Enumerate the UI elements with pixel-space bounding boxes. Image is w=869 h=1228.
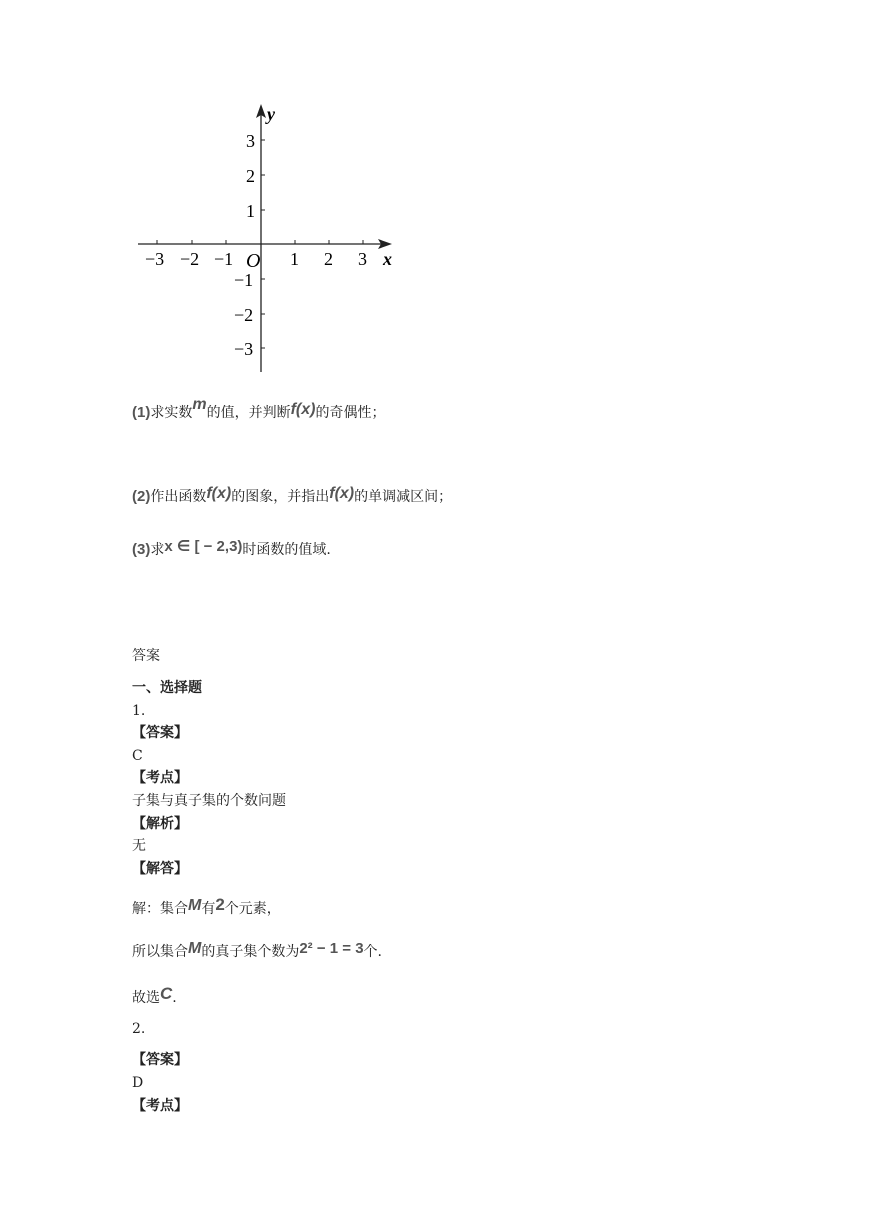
question-3 (132, 538, 331, 559)
math-symbol: x ∈ [ − 2,3) (164, 538, 243, 555)
q1-solution-line-1 (132, 895, 281, 918)
question-text: 的奇偶性； (315, 405, 386, 421)
y-tick-label: −2 (234, 305, 254, 325)
math-symbol: C (160, 984, 173, 1003)
solution-text: 解：集合 (132, 901, 188, 917)
question-text: 时函数的值域. (242, 542, 331, 558)
y-axis-label: y (267, 104, 275, 124)
question-1 (132, 396, 386, 422)
y-tick-label: −3 (234, 339, 254, 359)
q1-analysis: 无 (132, 838, 146, 854)
y-tick-label: 3 (246, 131, 255, 151)
x-tick-label: −2 (180, 249, 200, 269)
x-tick-label: 3 (358, 249, 367, 269)
x-axis-label: x (383, 249, 392, 269)
solution-text: 所以集合 (132, 944, 188, 960)
section-heading: 一、选择题 (132, 680, 202, 696)
y-tick-label: 1 (246, 201, 255, 221)
question-text: 求实数 (150, 405, 193, 421)
question-number: (3) (132, 541, 151, 558)
math-symbol: M (188, 940, 202, 957)
question-text: 求 (150, 542, 165, 558)
math-symbol: f(x) (329, 485, 355, 502)
solution-text: . (172, 990, 177, 1006)
q2-answer-tag: 【答案】 (132, 1052, 188, 1068)
x-tick-label: −3 (145, 249, 165, 269)
q1-solution-tag: 【解答】 (132, 861, 188, 877)
math-symbol: f(x) (290, 401, 316, 418)
x-tick-label: 1 (290, 249, 299, 269)
y-tick-label: 2 (246, 166, 255, 186)
question-text: 的单调减区间； (354, 489, 453, 505)
q1-answer: C (132, 748, 143, 764)
x-tick-label: −1 (214, 249, 234, 269)
q2-point-tag: 【考点】 (132, 1098, 188, 1114)
solution-text: 个. (363, 944, 382, 960)
x-tick-label: 2 (324, 249, 333, 269)
q1-point: 子集与真子集的个数问题 (132, 793, 286, 809)
question-2 (132, 485, 453, 506)
origin-label: O (246, 250, 261, 272)
solution-text: 个元素， (224, 901, 281, 917)
q1-point-tag: 【考点】 (132, 770, 188, 786)
math-symbol: M (188, 897, 202, 914)
question-number: (2) (132, 488, 151, 505)
q1-solution-line-3 (132, 984, 177, 1007)
q2-number: 2. (132, 1021, 146, 1037)
answer-heading: 答案 (132, 648, 160, 664)
coordinate-graph (130, 100, 410, 380)
question-number: (1) (132, 404, 151, 421)
q1-answer-tag: 【答案】 (132, 725, 188, 741)
q1-number: 1. (132, 703, 146, 719)
solution-text: 的真子集个数为 (201, 944, 300, 960)
math-symbol: m (192, 396, 207, 413)
q2-answer: D (132, 1075, 144, 1091)
q1-analysis-tag: 【解析】 (132, 816, 188, 832)
solution-text: 故选 (132, 990, 160, 1006)
math-symbol: f(x) (206, 485, 232, 502)
q1-solution-line-2 (132, 940, 382, 961)
question-text: 的值，并判断 (206, 405, 291, 421)
question-text: 作出函数 (150, 489, 207, 505)
math-symbol: 2² − 1 = 3 (299, 940, 364, 957)
solution-text: 有 (201, 901, 216, 917)
math-symbol: 2 (215, 895, 225, 914)
question-text: 的图象，并指出 (231, 489, 330, 505)
y-tick-label: −1 (234, 270, 254, 290)
